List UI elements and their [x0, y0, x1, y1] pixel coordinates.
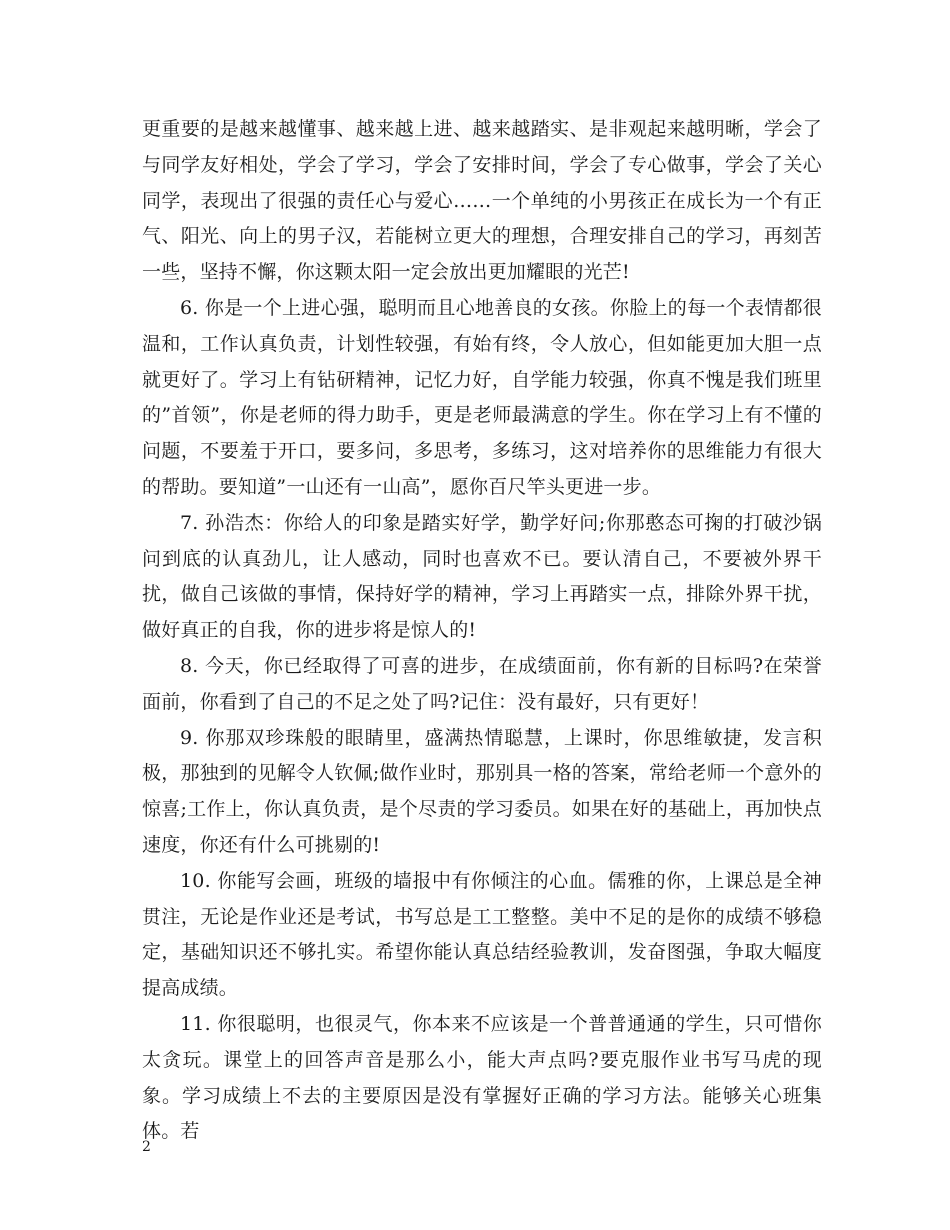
- paragraph-item-8: 8. 今天，你已经取得了可喜的进步，在成绩面前，你有新的目标吗?在荣誉面前，你看到了自己的不足之处了吗?记住：没有最好，只有更好！: [142, 654, 822, 713]
- paragraph-continuation: 更重要的是越来越懂事、越来越上进、越来越踏实、是非观起来越明晰，学会了与同学友好相处，学会了学习，学会了安排时间，学会了专心做事，学会了关心同学，表现出了很强的责任心与爱心……一个单纯的小男孩正在成长为一个有正气、阳光、向上的男子汉，若能树立更大的理想，合理安排自己的学习，再刻苦一些，坚持不懈，你这颗太阳一定会放出更加耀眼的光芒!: [142, 118, 822, 284]
- paragraph-item-10: 10. 你能写会画，班级的墙报中有你倾注的心血。儒雅的你，上课总是全神贯注，无论是作业还是考试，书写总是工工整整。美中不足的是你的成绩不够稳定，基础知识还不够扎实。希望你能认真总结经验教训，发奋图强，争取大幅度提高成绩。: [142, 869, 822, 1000]
- paragraph-item-11: 11. 你很聪明，也很灵气，你本来不应该是一个普普通通的学生，只可惜你太贪玩。课堂上的回答声音是那么小，能大声点吗?要克服作业书写马虎的现象。学习成绩上不去的主要原因是没有掌握好正确的学习方法。能够关心班集体。若: [142, 1012, 822, 1143]
- paragraph-item-7: 7. 孙浩杰：你给人的印象是踏实好学，勤学好问;你那憨态可掬的打破沙锅问到底的认真劲儿，让人感动，同时也喜欢不已。要认清自己，不要被外界干扰，做自己该做的事情，保持好学的精神，学习上再踏实一点，排除外界干扰，做好真正的自我，你的进步将是惊人的!: [142, 511, 822, 642]
- page-number: 2: [142, 1139, 151, 1155]
- paragraph-item-6: 6. 你是一个上进心强，聪明而且心地善良的女孩。你脸上的每一个表情都很温和，工作认真负责，计划性较强，有始有终，令人放心，但如能更加大胆一点就更好了。学习上有钻研精神，记忆力好，自学能力较强，你真不愧是我们班里的”首领”，你是老师的得力助手，更是老师最满意的学生。你在学习上有不懂的问题，不要羞于开口，要多问，多思考，多练习，这对培养你的思维能力有很大的帮助。要知道”一山还有一山高”，愿你百尺竿头更进一步。: [142, 296, 822, 498]
- document-body: [142, 112, 822, 1150]
- paragraph-item-9: 9. 你那双珍珠般的眼睛里，盛满热情聪慧，上课时，你思维敏捷，发言积极，那独到的见解令人钦佩;做作业时，那别具一格的答案，常给老师一个意外的惊喜;工作上，你认真负责，是个尽责的学习委员。如果在好的基础上，再加快点速度，你还有什么可挑剔的!: [142, 726, 822, 856]
